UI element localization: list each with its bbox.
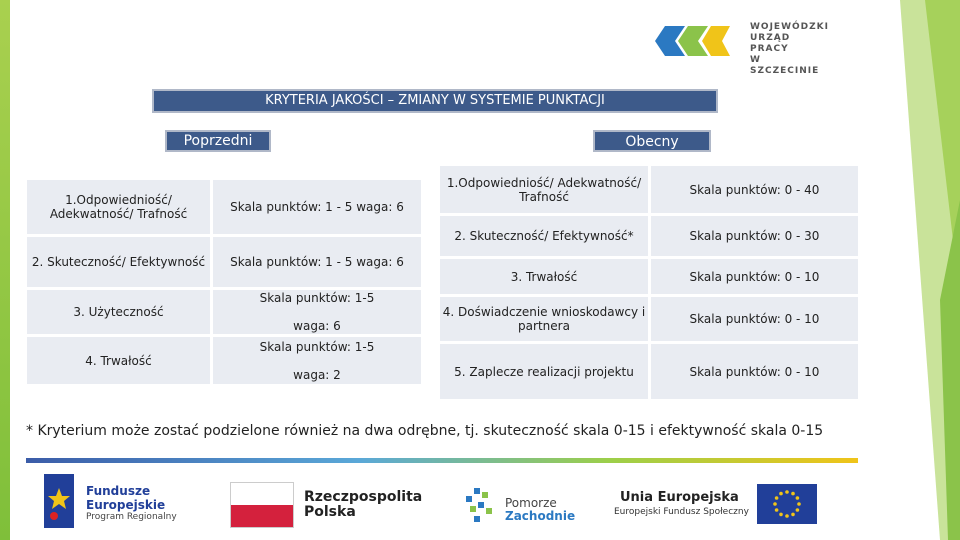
eu-flag-icon	[757, 484, 817, 524]
wup-logo-icon	[650, 16, 740, 66]
curr-criterion-5	[440, 344, 648, 399]
curr-criterion-3-text: 3. Trwałość	[510, 269, 578, 284]
footer-divider	[26, 458, 858, 463]
left-accent-bar	[0, 0, 10, 540]
prev-criterion-4	[27, 337, 210, 384]
page-title: KRYTERIA JAKOŚCI – ZMIANY W SYSTEMIE PUNKTACJI	[152, 89, 718, 113]
curr-criterion-1-text: 1.Odpowiedniość/ Adekwatność/ Trafność	[446, 175, 642, 204]
unia-europejska-text: Unia Europejska	[620, 490, 739, 505]
footnote: * Kryterium może zostać podzielone również na dwa odrębne, tj. skuteczność skala 0-15 i efektywność skala 0-15	[26, 423, 824, 439]
ue-subtitle: Europejski Fundusz Społeczny	[614, 507, 749, 517]
prev-scale-3-line-2: waga: 6	[293, 319, 341, 333]
curr-scale-3-text: Skala punktów: 0 - 10	[689, 269, 820, 284]
wup-logo	[650, 16, 830, 76]
previous-label: Poprzedni	[165, 130, 271, 152]
curr-scale-1-text: Skala punktów: 0 - 40	[689, 182, 820, 197]
prev-scale-4-line-1: Skala punktów: 1-5	[259, 339, 375, 354]
eu-stars-icon	[757, 484, 817, 524]
curr-criterion-4-text: 4. Doświadczenie wnioskodawcy i partnera	[442, 305, 646, 333]
curr-scale-5-text: Skala punktów: 0 - 10	[689, 364, 820, 379]
wup-logo-line-1: WOJEWÓDZKI	[750, 22, 829, 32]
curr-scale-4-text: Skala punktów: 0 - 10	[689, 312, 820, 326]
curr-criterion-3	[440, 259, 648, 294]
curr-scale-4	[651, 297, 858, 341]
star-icon	[44, 474, 74, 528]
curr-scale-1	[651, 166, 858, 213]
prev-criterion-1	[27, 180, 210, 234]
prev-scale-3-line-1: Skala punktów: 1-5	[259, 291, 375, 305]
pz-line-1: Pomorze	[505, 496, 557, 510]
prev-criterion-2-text: 2. Skuteczność/ Efektywność	[31, 255, 206, 269]
curr-scale-3	[651, 259, 858, 294]
curr-criterion-4	[440, 297, 648, 341]
curr-scale-5	[651, 344, 858, 399]
prev-criterion-3	[27, 290, 210, 334]
prev-criterion-3-text: 3. Użyteczność	[73, 305, 164, 319]
prev-scale-4-line-2: waga: 2	[293, 367, 341, 382]
wup-logo-line-2: URZĄD PRACY	[750, 33, 791, 54]
curr-criterion-1	[440, 166, 648, 213]
prev-scale-2-text: Skala punktów: 1 - 5 waga: 6	[230, 255, 404, 269]
curr-scale-2-text: Skala punktów: 0 - 30	[689, 229, 820, 243]
pomorze-zachodnie-text	[505, 497, 575, 523]
fe-line-2: Europejskie	[86, 498, 166, 512]
poland-flag-icon	[230, 482, 294, 528]
prev-criterion-2	[27, 237, 210, 287]
pz-line-2: Zachodnie	[505, 509, 576, 523]
pomorze-zachodnie-logo-icon	[462, 478, 502, 528]
fundusze-europejskie-logo	[44, 474, 74, 528]
prev-scale-4	[213, 337, 421, 384]
curr-criterion-5-text: 5. Zaplecze realizacji projektu	[454, 364, 634, 379]
current-label: Obecny	[593, 130, 711, 152]
fe-subtitle: Program Regionalny	[86, 512, 177, 522]
curr-criterion-2	[440, 216, 648, 256]
fundusze-europejskie-text	[86, 484, 165, 512]
prev-scale-2	[213, 237, 421, 287]
curr-criterion-2-text: 2. Skuteczność/ Efektywność*	[454, 229, 634, 243]
rzeczpospolita-text	[304, 490, 422, 520]
decorative-leaf-shapes	[840, 0, 960, 540]
curr-scale-2	[651, 216, 858, 256]
fe-line-1: Fundusze	[86, 484, 151, 498]
prev-scale-1	[213, 180, 421, 234]
prev-criterion-1-text: 1.Odpowiedniość/ Adekwatność/ Trafność	[49, 193, 188, 221]
pl-line-1: Rzeczpospolita	[304, 489, 423, 505]
prev-criterion-4-text: 4. Trwałość	[85, 353, 152, 368]
pl-line-2: Polska	[304, 504, 356, 520]
prev-scale-1-text: Skala punktów: 1 - 5 waga: 6	[230, 200, 404, 214]
prev-scale-3	[213, 290, 421, 334]
wup-logo-line-3: W SZCZECINIE	[750, 55, 820, 76]
